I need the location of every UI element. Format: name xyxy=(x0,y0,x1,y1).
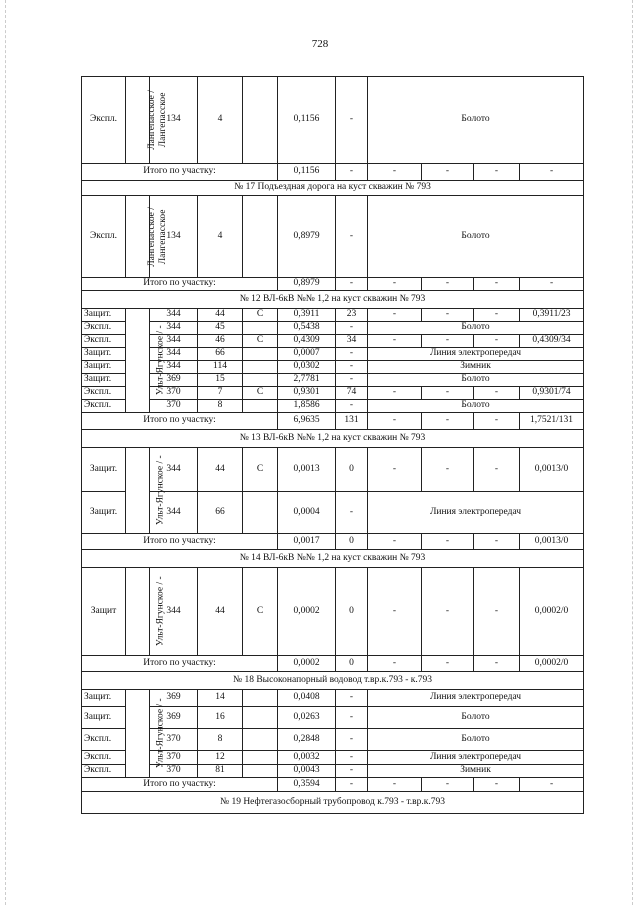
use-type-cell: Экспл. xyxy=(82,751,126,765)
section-title: № 18 Высоконапорный водовод т.вр.к.793 - к.793 xyxy=(82,672,584,690)
section-title: № 13 ВЛ-6кВ №№ 1,2 на куст скважин № 793 xyxy=(82,430,584,448)
c8-cell: - xyxy=(422,387,474,400)
land-type-cell: Линия электропередач xyxy=(368,690,584,707)
vydel-cell: 15 xyxy=(198,374,243,387)
stock-cell: 0 xyxy=(336,568,368,656)
total-c7: - xyxy=(368,413,422,430)
section-title: № 19 Нефтегазосборный трубопровод к.793 - т.вр.к.793 xyxy=(82,792,584,814)
kvartal-cell: 370 xyxy=(150,765,198,778)
section-title-row xyxy=(82,672,584,690)
area-cell: 0,2848 xyxy=(278,729,336,751)
total-c10: - xyxy=(520,164,584,181)
category-cell xyxy=(243,361,278,374)
use-type-cell: Защит. xyxy=(82,348,126,361)
category-cell xyxy=(243,77,278,164)
vydel-cell: 44 xyxy=(198,448,243,492)
area-cell: 0,5438 xyxy=(278,322,336,335)
total-c6: 0 xyxy=(336,534,368,550)
land-type-cell: Зимник xyxy=(368,361,584,374)
area-cell: 0,0408 xyxy=(278,690,336,707)
total-c6: - xyxy=(336,164,368,181)
total-c6: - xyxy=(336,278,368,291)
kvartal-cell: 344 xyxy=(150,568,198,656)
vydel-cell: 66 xyxy=(198,492,243,534)
stock-cell: - xyxy=(336,77,368,164)
territory-label: Ульт-Ягунское / - xyxy=(155,576,166,647)
category-cell xyxy=(243,751,278,765)
total-c6: - xyxy=(336,778,368,792)
c9-cell: - xyxy=(474,335,520,348)
vydel-cell: 44 xyxy=(198,568,243,656)
c8-cell: - xyxy=(422,448,474,492)
table-row xyxy=(82,400,584,413)
area-cell: 0,0004 xyxy=(278,492,336,534)
area-cell: 0,3911 xyxy=(278,309,336,322)
area-cell: 0,0263 xyxy=(278,707,336,729)
total-label: Итого по участку: xyxy=(82,534,278,550)
allocation-table xyxy=(81,76,584,814)
total-area: 0,0002 xyxy=(278,656,336,672)
land-type-cell: Линия электропередач xyxy=(368,348,584,361)
area-cell: 1,8586 xyxy=(278,400,336,413)
vydel-cell: 7 xyxy=(198,387,243,400)
total-label: Итого по участку: xyxy=(82,164,278,181)
total-row xyxy=(82,656,584,672)
territory-cell xyxy=(126,690,166,778)
total-area: 6,9635 xyxy=(278,413,336,430)
page-edge-right xyxy=(632,0,633,905)
vydel-cell: 46 xyxy=(198,335,243,348)
category-cell xyxy=(243,492,278,534)
stock-cell: - xyxy=(336,196,368,278)
section-title-row xyxy=(82,430,584,448)
use-type-cell: Экспл. xyxy=(82,77,126,164)
vydel-cell: 81 xyxy=(198,765,243,778)
category-cell: С xyxy=(243,335,278,348)
stock-cell: - xyxy=(336,322,368,335)
area-cell: 0,0043 xyxy=(278,765,336,778)
use-type-cell: Защит. xyxy=(82,492,126,534)
area-cell: 2,7781 xyxy=(278,374,336,387)
use-type-cell: Экспл. xyxy=(82,729,126,751)
stock-cell: - xyxy=(336,361,368,374)
c7-cell: - xyxy=(368,568,422,656)
page-edge-left xyxy=(5,0,6,905)
table-row xyxy=(82,196,584,278)
use-type-cell: Защит. xyxy=(82,361,126,374)
total-c9: - xyxy=(474,278,520,291)
c10-cell: 0,0002/0 xyxy=(520,568,584,656)
c8-cell: - xyxy=(422,309,474,322)
stock-cell: 74 xyxy=(336,387,368,400)
kvartal-cell: 344 xyxy=(150,361,198,374)
stock-cell: 23 xyxy=(336,309,368,322)
total-row xyxy=(82,534,584,550)
category-cell xyxy=(243,196,278,278)
kvartal-cell: 344 xyxy=(150,348,198,361)
stock-cell: 34 xyxy=(336,335,368,348)
total-c9: - xyxy=(474,778,520,792)
total-c10: - xyxy=(520,278,584,291)
total-c8: - xyxy=(422,534,474,550)
c9-cell: - xyxy=(474,448,520,492)
vydel-cell: 66 xyxy=(198,348,243,361)
territory-cell xyxy=(126,448,166,534)
section-title-row xyxy=(82,550,584,568)
stock-cell: - xyxy=(336,374,368,387)
c9-cell: - xyxy=(474,309,520,322)
vydel-cell: 16 xyxy=(198,707,243,729)
territory-cell xyxy=(126,568,166,656)
c8-cell: - xyxy=(422,568,474,656)
total-row xyxy=(82,278,584,291)
category-cell: С xyxy=(243,448,278,492)
use-type-cell: Экспл. xyxy=(82,765,126,778)
area-cell: 0,8979 xyxy=(278,196,336,278)
land-type-cell: Линия электропередач xyxy=(368,751,584,765)
stock-cell: - xyxy=(336,690,368,707)
area-cell: 0,9301 xyxy=(278,387,336,400)
use-type-cell: Экспл. xyxy=(82,387,126,400)
kvartal-cell: 134 xyxy=(150,77,198,164)
stock-cell: - xyxy=(336,400,368,413)
land-type-cell: Болото xyxy=(368,729,584,751)
category-cell: С xyxy=(243,387,278,400)
total-c10: 0,0002/0 xyxy=(520,656,584,672)
vydel-cell: 12 xyxy=(198,751,243,765)
total-row xyxy=(82,413,584,430)
land-type-cell: Болото xyxy=(368,400,584,413)
category-cell xyxy=(243,765,278,778)
c10-cell: 0,0013/0 xyxy=(520,448,584,492)
c9-cell: - xyxy=(474,387,520,400)
table-row xyxy=(82,448,584,492)
stock-cell: - xyxy=(336,707,368,729)
total-c7: - xyxy=(368,278,422,291)
land-type-cell: Болото xyxy=(368,374,584,387)
category-cell: С xyxy=(243,568,278,656)
land-type-cell: Болото xyxy=(368,196,584,278)
vydel-cell: 45 xyxy=(198,322,243,335)
use-type-cell: Защит. xyxy=(82,374,126,387)
land-type-cell: Линия электропередач xyxy=(368,492,584,534)
territory-cell xyxy=(126,196,168,278)
land-type-cell: Болото xyxy=(368,77,584,164)
total-c8: - xyxy=(422,656,474,672)
area-cell: 0,0013 xyxy=(278,448,336,492)
category-cell: С xyxy=(243,309,278,322)
kvartal-cell: 370 xyxy=(150,387,198,400)
use-type-cell: Защит xyxy=(82,568,126,656)
area-cell: 0,4309 xyxy=(278,335,336,348)
use-type-cell: Экспл. xyxy=(82,335,126,348)
total-c9: - xyxy=(474,534,520,550)
section-title-row xyxy=(82,792,584,814)
stock-cell: - xyxy=(336,348,368,361)
area-cell: 0,0002 xyxy=(278,568,336,656)
c7-cell: - xyxy=(368,387,422,400)
total-area: 0,3594 xyxy=(278,778,336,792)
vydel-cell: 14 xyxy=(198,690,243,707)
total-c7: - xyxy=(368,164,422,181)
total-c7: - xyxy=(368,656,422,672)
section-title: № 14 ВЛ-6кВ №№ 1,2 на куст скважин № 793 xyxy=(82,550,584,568)
total-area: 0,8979 xyxy=(278,278,336,291)
kvartal-cell: 369 xyxy=(150,707,198,729)
c7-cell: - xyxy=(368,309,422,322)
land-type-cell: Болото xyxy=(368,322,584,335)
total-area: 0,1156 xyxy=(278,164,336,181)
page-number: 728 xyxy=(311,38,329,50)
kvartal-cell: 344 xyxy=(150,322,198,335)
territory-label: Ульт-Ягунское / - xyxy=(155,325,166,396)
territory-label: Лангепасское / Лангепасское xyxy=(147,206,168,267)
total-c8: - xyxy=(422,164,474,181)
c10-cell: 0,4309/34 xyxy=(520,335,584,348)
total-c8: - xyxy=(422,778,474,792)
total-c10: - xyxy=(520,778,584,792)
total-c8: - xyxy=(422,278,474,291)
use-type-cell: Защит. xyxy=(82,707,126,729)
stock-cell: - xyxy=(336,751,368,765)
land-type-cell: Зимник xyxy=(368,765,584,778)
use-type-cell: Экспл. xyxy=(82,196,126,278)
land-type-cell: Болото xyxy=(368,707,584,729)
total-c6: 131 xyxy=(336,413,368,430)
c9-cell: - xyxy=(474,568,520,656)
category-cell xyxy=(243,729,278,751)
section-title-row xyxy=(82,181,584,196)
vydel-cell: 8 xyxy=(198,400,243,413)
kvartal-cell: 134 xyxy=(150,196,198,278)
category-cell xyxy=(243,690,278,707)
category-cell xyxy=(243,348,278,361)
vydel-cell: 44 xyxy=(198,309,243,322)
total-label: Итого по участку: xyxy=(82,413,278,430)
table-row xyxy=(82,77,584,164)
use-type-cell: Экспл. xyxy=(82,322,126,335)
kvartal-cell: 370 xyxy=(150,400,198,413)
territory-label: Ульт-Ягунское / - xyxy=(155,698,166,769)
total-c7: - xyxy=(368,534,422,550)
total-label: Итого по участку: xyxy=(82,656,278,672)
category-cell xyxy=(243,374,278,387)
total-c8: - xyxy=(422,413,474,430)
total-label: Итого по участку: xyxy=(82,778,278,792)
use-type-cell: Экспл. xyxy=(82,400,126,413)
c8-cell: - xyxy=(422,335,474,348)
c7-cell: - xyxy=(368,335,422,348)
total-c10: 0,0013/0 xyxy=(520,534,584,550)
territory-cell xyxy=(126,309,166,413)
total-label: Итого по участку: xyxy=(82,278,278,291)
category-cell xyxy=(243,707,278,729)
c10-cell: 0,3911/23 xyxy=(520,309,584,322)
use-type-cell: Защит. xyxy=(82,448,126,492)
kvartal-cell: 344 xyxy=(150,309,198,322)
forest-plot-table xyxy=(81,76,583,814)
kvartal-cell: 344 xyxy=(150,492,198,534)
area-cell: 0,0032 xyxy=(278,751,336,765)
stock-cell: - xyxy=(336,492,368,534)
table-row xyxy=(82,309,584,322)
area-cell: 0,0007 xyxy=(278,348,336,361)
total-c9: - xyxy=(474,656,520,672)
vydel-cell: 114 xyxy=(198,361,243,374)
use-type-cell: Защит. xyxy=(82,309,126,322)
kvartal-cell: 370 xyxy=(150,751,198,765)
kvartal-cell: 370 xyxy=(150,729,198,751)
category-cell xyxy=(243,322,278,335)
category-cell xyxy=(243,400,278,413)
total-c7: - xyxy=(368,778,422,792)
kvartal-cell: 344 xyxy=(150,448,198,492)
stock-cell: 0 xyxy=(336,448,368,492)
vydel-cell: 8 xyxy=(198,729,243,751)
vydel-cell: 4 xyxy=(198,196,243,278)
table-row xyxy=(82,568,584,656)
kvartal-cell: 369 xyxy=(150,690,198,707)
vydel-cell: 4 xyxy=(198,77,243,164)
use-type-cell: Защит. xyxy=(82,690,126,707)
section-title: № 17 Подъездная дорога на куст скважин № 793 xyxy=(82,181,584,196)
total-area: 0,0017 xyxy=(278,534,336,550)
stock-cell: - xyxy=(336,765,368,778)
stock-cell: - xyxy=(336,729,368,751)
total-c6: 0 xyxy=(336,656,368,672)
kvartal-cell: 344 xyxy=(150,335,198,348)
c10-cell: 0,9301/74 xyxy=(520,387,584,400)
total-c9: - xyxy=(474,413,520,430)
territory-label: Лангепасское / Лангепасское xyxy=(147,90,168,150)
area-cell: 0,1156 xyxy=(278,77,336,164)
table-row xyxy=(82,690,584,707)
territory-cell xyxy=(126,77,168,164)
total-c10: 1,7521/131 xyxy=(520,413,584,430)
kvartal-cell: 369 xyxy=(150,374,198,387)
total-row xyxy=(82,778,584,792)
area-cell: 0,0302 xyxy=(278,361,336,374)
section-title: № 12 ВЛ-6кВ №№ 1,2 на куст скважин № 793 xyxy=(82,291,584,309)
territory-label: Ульт-Ягунское / - xyxy=(155,455,166,526)
total-row xyxy=(82,164,584,181)
total-c9: - xyxy=(474,164,520,181)
section-title-row xyxy=(82,291,584,309)
c7-cell: - xyxy=(368,448,422,492)
